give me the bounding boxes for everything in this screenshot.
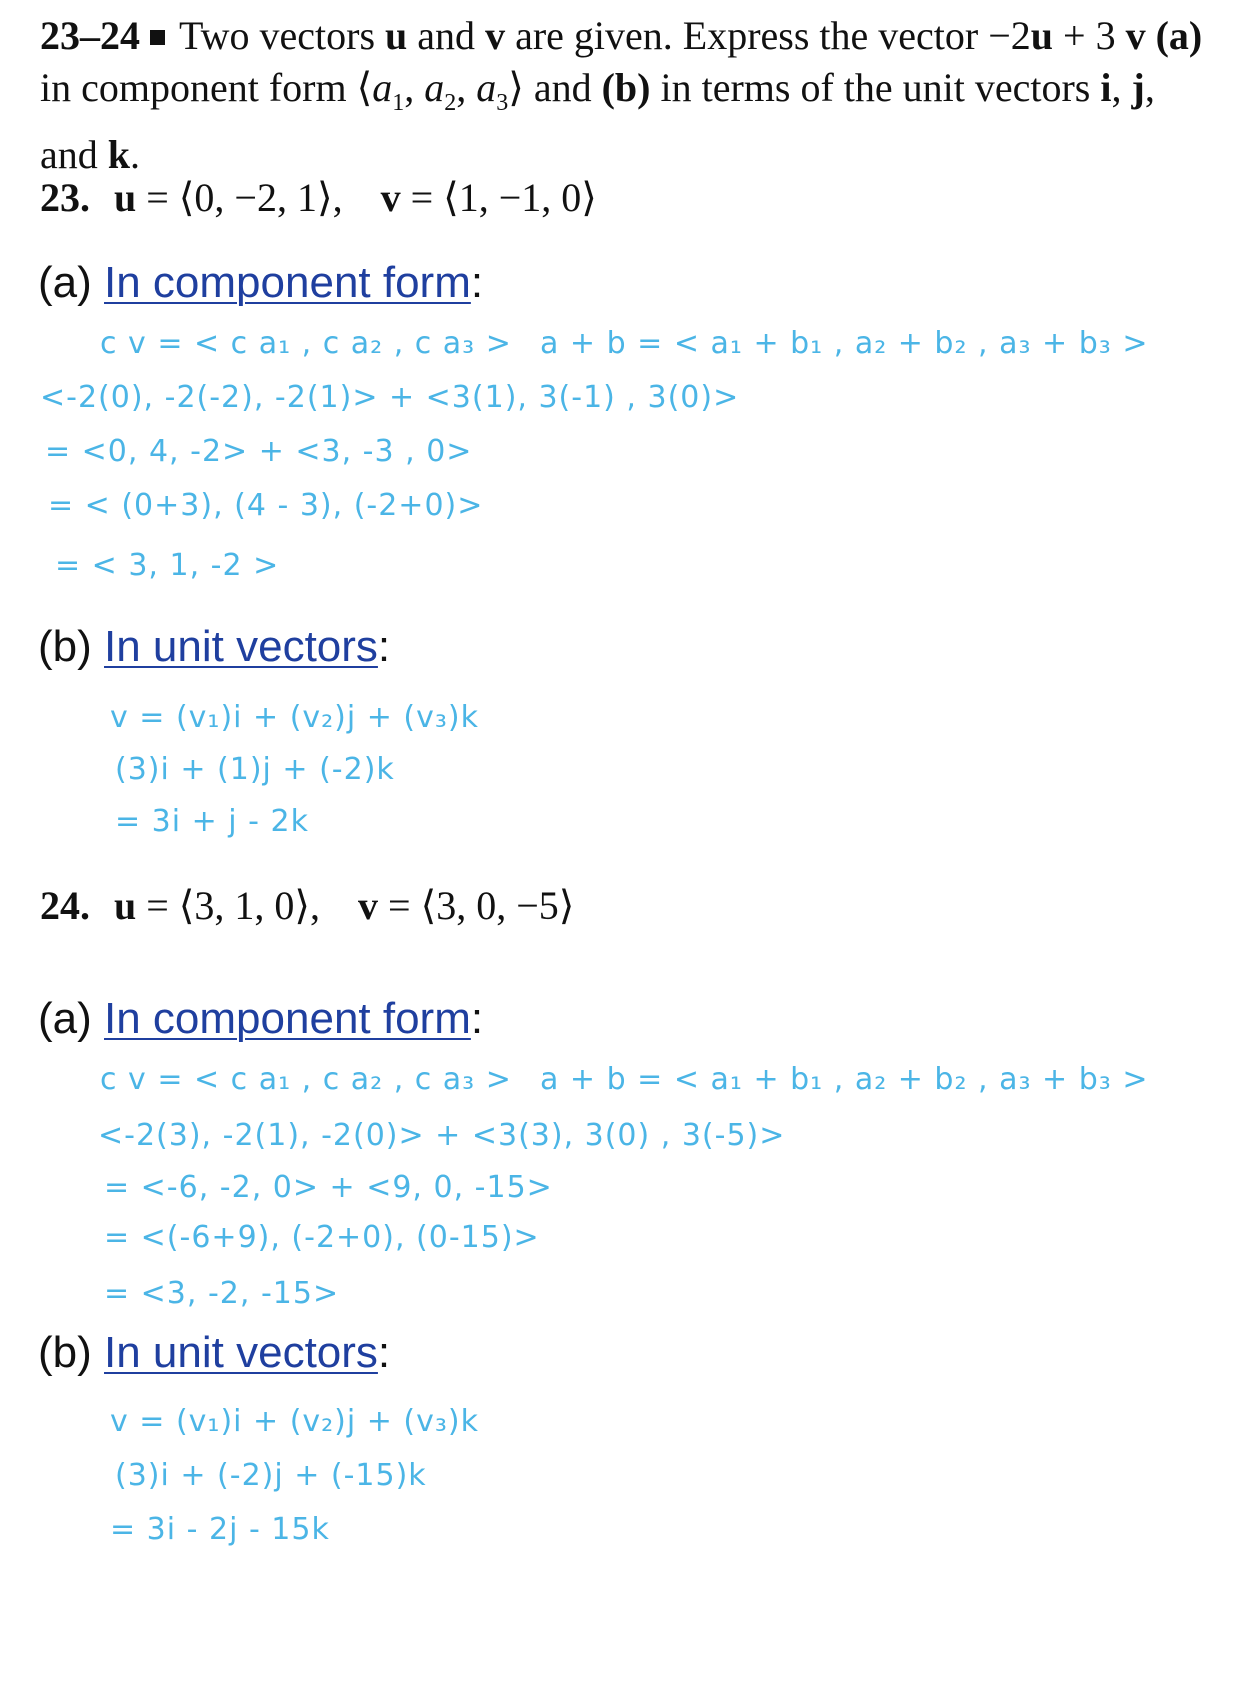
component-a1: a — [372, 65, 393, 110]
unit-vector-i: i — [1100, 65, 1112, 110]
vector-v: v — [358, 883, 379, 928]
handwritten-line: = <0, 4, -2> + <3, -3 , 0> — [45, 434, 473, 469]
problem-23-statement — [40, 174, 597, 221]
unit-vectors-link[interactable]: In unit vectors — [104, 1328, 378, 1377]
part-b-label: (b) — [601, 65, 651, 110]
intro-text: and — [40, 132, 98, 177]
intro-text: in terms of the unit vectors — [660, 65, 1091, 110]
vector-u: u — [385, 13, 408, 58]
subscript: 3 — [496, 90, 509, 116]
handwritten-line: v = (v₁)i + (v₂)j + (v₃)k — [110, 700, 479, 735]
part-a-label: (a) — [38, 994, 92, 1043]
part-a-label: (a) — [1155, 13, 1203, 58]
vector-u-value: = ⟨0, −2, 1⟩, — [146, 175, 343, 220]
handwritten-line: = 3i + j - 2k — [115, 804, 309, 839]
vector-u: u — [114, 883, 137, 928]
handwritten-line: <-2(3), -2(1), -2(0)> + <3(3), 3(0) , 3(-5)> — [98, 1118, 786, 1153]
vector-u: u — [114, 175, 137, 220]
subscript: 1 — [392, 90, 405, 116]
colon: : — [377, 622, 391, 671]
part-b-label: (b) — [38, 1328, 92, 1377]
square-bullet-icon — [150, 30, 165, 45]
colon: : — [470, 994, 484, 1043]
handwritten-line: a + b = < a₁ + b₁ , a₂ + b₂ , a₃ + b₃ > — [540, 1062, 1149, 1097]
unit-vector-j: j — [1131, 65, 1145, 110]
handwritten-line: (3)i + (-2)j + (-15)k — [115, 1458, 427, 1493]
problem-set-instructions: 23–24 Two vectors u and v are given. Express the vector −2u + 3 v (a) in component form $⟨a_1$, $a_2$, $a_3⟩$ and (b) in terms of the unit vectors i, j, and k. — [40, 13, 1203, 177]
vector-u: u — [1030, 13, 1054, 58]
handwritten-line: c v = < c a₁ , c a₂ , c a₃ > — [100, 1062, 512, 1097]
vector-v: v — [485, 13, 506, 58]
intro-text: ⟩ and — [508, 65, 592, 110]
handwritten-line: v = (v₁)i + (v₂)j + (v₃)k — [110, 1404, 479, 1439]
handwritten-line: = <(-6+9), (-2+0), (0-15)> — [104, 1220, 540, 1255]
handwritten-line: a + b = < a₁ + b₁ , a₂ + b₂ , a₃ + b₃ > — [540, 326, 1149, 361]
problem-24-statement — [40, 882, 574, 929]
part-a-label: (a) — [38, 258, 92, 307]
component-form-link[interactable]: In component form — [104, 258, 471, 307]
vector-v: v — [380, 175, 401, 220]
problem-number: 23. — [40, 175, 90, 220]
handwritten-line: = < (0+3), (4 - 3), (-2+0)> — [48, 488, 484, 523]
handwritten-line: = <-6, -2, 0> + <9, 0, -15> — [104, 1170, 553, 1205]
unit-vectors-link[interactable]: In unit vectors — [104, 622, 378, 671]
vector-v: v — [1125, 13, 1146, 58]
handwritten-line: = < 3, 1, -2 > — [55, 548, 280, 583]
subscript: 2 — [444, 90, 457, 116]
handwritten-line: c v = < c a₁ , c a₂ , c a₃ > — [100, 326, 512, 361]
unit-vector-k: k — [107, 132, 131, 177]
coefficient: −2 — [988, 13, 1031, 58]
section-heading-24a — [38, 994, 483, 1044]
intro-text: and — [417, 13, 476, 58]
section-heading-23a — [38, 258, 483, 308]
problem-number: 24. — [40, 883, 90, 928]
problem-range: 23–24 — [40, 13, 140, 58]
component-a2: a — [424, 65, 445, 110]
handwritten-line: <-2(0), -2(-2), -2(1)> + <3(1), 3(-1) , 3(0)> — [40, 380, 740, 415]
vector-v-value: = ⟨1, −1, 0⟩ — [410, 175, 597, 220]
colon: : — [377, 1328, 391, 1377]
coefficient: + 3 — [1063, 13, 1116, 58]
section-heading-23b — [38, 622, 390, 672]
handwritten-line: (3)i + (1)j + (-2)k — [115, 752, 395, 787]
colon: : — [470, 258, 484, 307]
vector-u-value: = ⟨3, 1, 0⟩, — [146, 883, 321, 928]
handwritten-line: = <3, -2, -15> — [104, 1276, 340, 1311]
section-heading-24b — [38, 1328, 390, 1378]
vector-v-value: = ⟨3, 0, −5⟩ — [388, 883, 575, 928]
intro-text: Two vectors — [179, 13, 376, 58]
component-form-link[interactable]: In component form — [104, 994, 471, 1043]
part-b-label: (b) — [38, 622, 92, 671]
handwritten-line: = 3i - 2j - 15k — [110, 1512, 330, 1547]
intro-text: in component form ⟨ — [40, 65, 373, 110]
component-a3: a — [476, 65, 497, 110]
intro-text: are given. Express the vector — [515, 13, 979, 58]
